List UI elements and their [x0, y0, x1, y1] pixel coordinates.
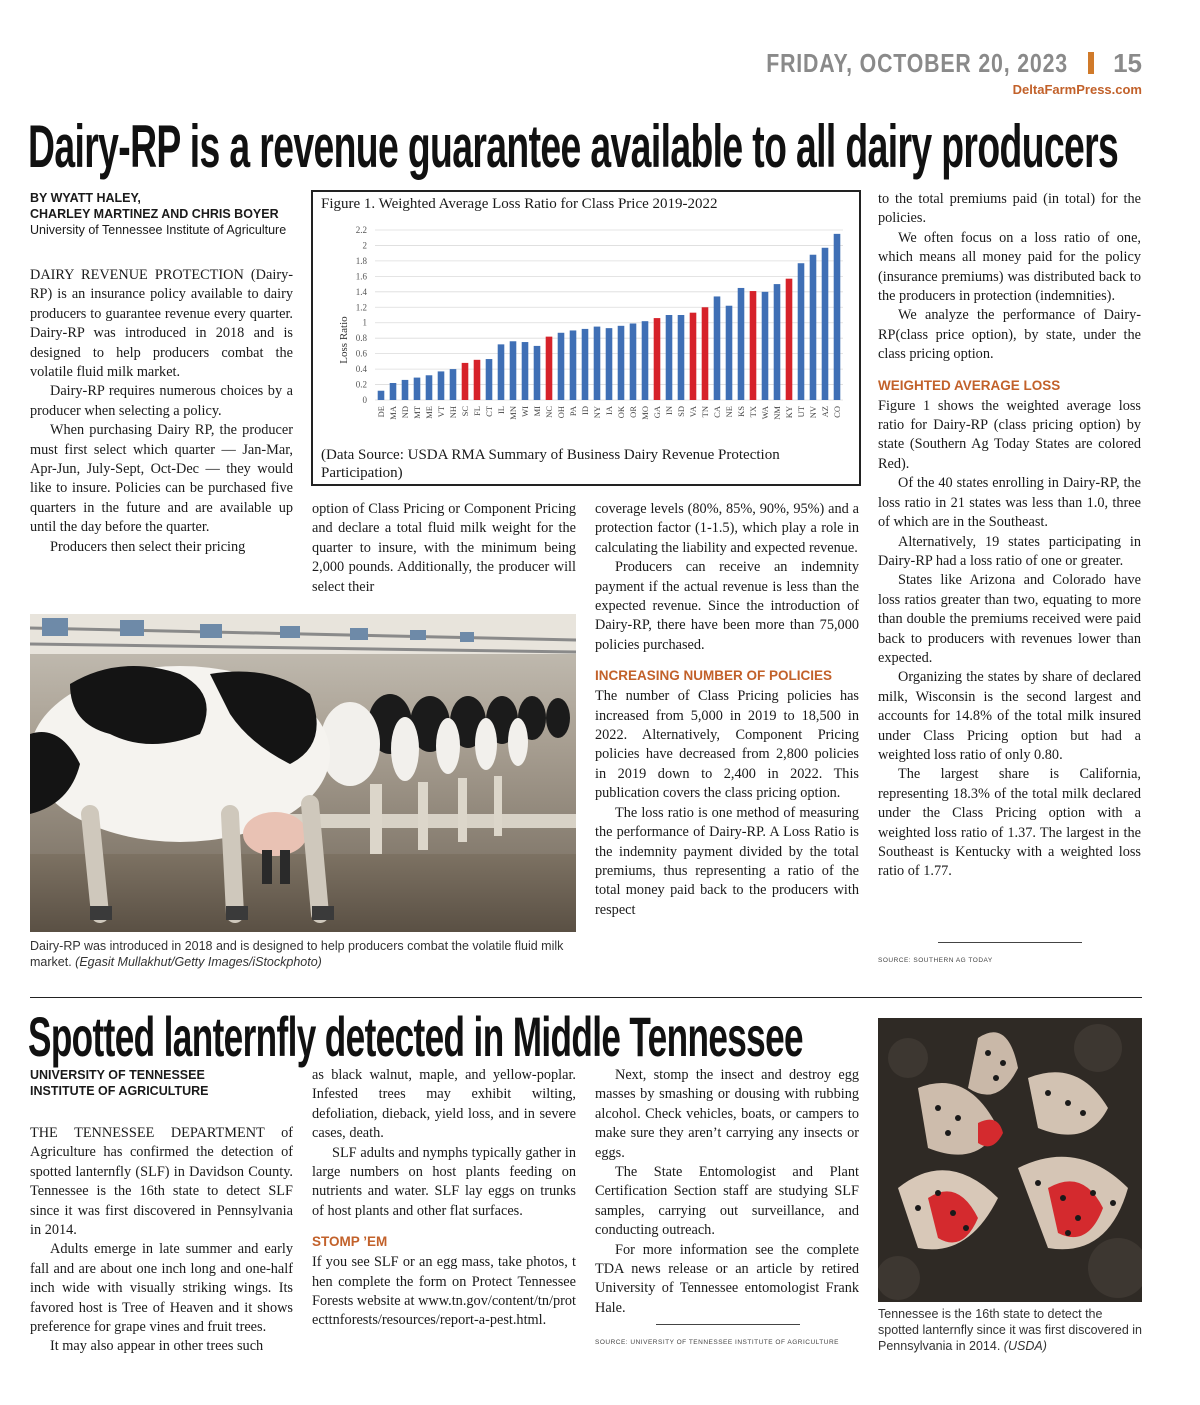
bar-sc	[462, 363, 469, 400]
x-tick-label: MO	[640, 406, 650, 420]
spotted-lanternfly-image	[878, 1018, 1142, 1302]
article-column-2	[312, 500, 576, 597]
article-headline: Dairy-RP is a revenue guarantee available to all dairy producers	[28, 113, 1119, 180]
y-tick-label: 0.2	[355, 379, 367, 390]
bar-sd	[678, 315, 685, 400]
x-tick-label: KS	[736, 406, 746, 417]
paragraph: Of the 40 states enrolling in Dairy-RP, the loss ratio in 21 states was less than 1.0, three of which are in the Southeast.	[878, 475, 1141, 531]
x-tick-label: ME	[424, 406, 434, 419]
x-tick-label: TX	[748, 406, 758, 418]
x-tick-label: NY	[592, 406, 602, 419]
paragraph: Producers can receive an indemnity payment if the actual revenue is less than the expected revenue. Since the introduction of Dairy-RP, there have been more than 75,000 policies purchased.	[595, 559, 859, 653]
site-url[interactable]: DeltaFarmPress.com	[1012, 82, 1142, 97]
x-tick-label: MT	[412, 406, 422, 419]
bar-ks	[738, 288, 745, 400]
bar-tx	[750, 291, 757, 400]
paragraph: For more information see the complete TDA news release or an article by retired University of Tennessee entomologist Frank Hale.	[595, 1241, 859, 1316]
article-source: SOURCE: SOUTHERN AG TODAY	[878, 957, 993, 964]
x-tick-label: MI	[532, 406, 542, 417]
bar-mi	[534, 346, 541, 400]
paragraph: to the total premiums paid (in total) for the policies.	[878, 191, 1141, 227]
bar-tn	[702, 307, 709, 400]
bar-id	[582, 329, 589, 400]
bar-co	[834, 234, 841, 400]
article-column-4	[878, 190, 1141, 882]
bar-fl	[474, 360, 481, 400]
x-tick-label: FL	[472, 406, 482, 416]
y-tick-label: 0.8	[355, 333, 367, 344]
figure-title: Figure 1. Weighted Average Loss Ratio for Class Price 2019-2022	[321, 196, 718, 212]
byline-block	[30, 1067, 300, 1099]
lanternfly-photo	[878, 1018, 1142, 1302]
paragraph: When purchasing Dairy RP, the producer must first select which quarter — Jan-Mar, Apr-Jun, July-Sept, Oct-Dec — they would like to insure. Policies can be purchased five quarters in the future and are available up until the day before the quarter.	[30, 422, 293, 536]
x-tick-label: MA	[388, 406, 398, 420]
bar-nc	[546, 337, 553, 400]
paragraph: as black walnut, maple, and yellow-poplar. Infested trees may exhibit wilting, defoliation, dieback, yield loss, and in severe cases, death.	[312, 1067, 576, 1142]
bar-pa	[570, 330, 577, 400]
bar-or	[630, 324, 637, 401]
y-tick-label: 2.2	[355, 225, 367, 235]
figure-box	[311, 190, 861, 486]
x-tick-label: NV	[808, 406, 818, 419]
bar-nm	[774, 284, 781, 400]
y-tick-label: 1.4	[355, 286, 367, 297]
paragraph: THE TENNESSEE DEPARTMENT of Agriculture has confirmed the detection of spotted lanternfly (SLF) in Davidson County. Tennessee is the 16th state to detect SLF since it was first discovered in Pennsylvania in 2014.	[30, 1125, 293, 1239]
x-tick-label: IL	[496, 406, 506, 415]
caption-text: Dairy-RP was introduced in 2018 and is designed to help producers combat the volatile fluid milk market.	[30, 939, 564, 969]
article-headline: Spotted lanternfly detected in Middle Tennessee	[28, 1005, 803, 1068]
paragraph: If you see SLF or an egg mass, take photos, then complete the form on Protect Tennessee Forests website at www.tn.gov/content/tn/protecttnforests/resources/report-a-pest.html.	[312, 1254, 576, 1329]
paragraph: Figure 1 shows the weighted average loss ratio for Dairy-RP (class pricing option) by state (Southern Ag Today States are colored Red).	[878, 397, 1141, 472]
x-tick-label: AZ	[820, 406, 830, 418]
caption-text: Tennessee is the 16th state to detect the spotted lanternfly since it was first discovered in Pennsylvania in 2014.	[878, 1307, 1143, 1353]
bar-ne	[726, 306, 733, 400]
paragraph: coverage levels (80%, 85%, 90%, 95%) and a protection factor (1-1.5), which play a role in calculating the liability and expected revenue.	[595, 501, 859, 556]
bar-va	[690, 313, 697, 400]
x-tick-label: CO	[832, 406, 842, 418]
x-tick-label: OR	[628, 406, 638, 418]
bar-nh	[450, 369, 457, 400]
bar-nd	[402, 380, 409, 400]
x-tick-label: IN	[664, 406, 674, 415]
section-subhead: WEIGHTED AVERAGE LOSS	[878, 377, 1061, 393]
paragraph: DAIRY REVENUE PROTECTION (Dairy-RP) is an insurance policy available to dairy producers to guarantee revenue every quarter. Dairy-RP was introduced in 2018 and is designed to help producers combat the volatile fluid milk market.	[30, 267, 293, 381]
byline-affiliation: University of Tennessee Institute of Agriculture	[30, 223, 287, 237]
x-tick-label: WI	[520, 406, 530, 417]
dairy-cows-photo	[30, 614, 576, 932]
loss-ratio-chart	[317, 220, 853, 446]
paragraph: The State Entomologist and Plant Certification Section staff are studying SLF samples, carrying out surveillance, and conducting outreach.	[595, 1164, 859, 1239]
x-tick-label: OK	[616, 406, 626, 419]
photo-caption	[878, 1306, 1142, 1354]
article-column-3	[595, 500, 859, 920]
issue-date: FRIDAY, OCTOBER 20, 2023	[766, 48, 1068, 78]
bar-ia	[606, 328, 613, 400]
x-tick-label: KY	[784, 406, 794, 419]
source-rule	[938, 942, 1082, 943]
article-column-2	[312, 1066, 576, 1331]
paragraph: Organizing the states by share of declared milk, Wisconsin is the second largest and accounts for 14.8% of the total milk insured under Class Pricing option but had a weighted loss ratio of only 0.80.	[878, 669, 1141, 763]
bar-vt	[438, 371, 445, 400]
x-tick-label: WA	[760, 406, 770, 420]
paragraph: Alternatively, 19 states participating in Dairy-RP had a loss ratio of one or greater.	[878, 533, 1141, 569]
bar-ca	[714, 296, 721, 400]
bar-ut	[798, 263, 805, 400]
paragraph: We often focus on a loss ratio of one, which means all money paid for the policy (insurance premiums) was distributed back to the producers in protection (indemnities).	[878, 229, 1141, 305]
byline-authors: BY WYATT HALEY,	[30, 191, 141, 205]
photo-credit: (Egasit Mullakhut/Getty Images/iStockphoto)	[75, 955, 322, 969]
byline-block	[30, 190, 300, 238]
x-tick-label: NH	[448, 406, 458, 419]
bar-wi	[522, 342, 529, 400]
paragraph: The largest share is California, representing 18.3% of the total milk declared under the Class Pricing option with a weighted loss ratio of 1.37. The largest in the Southeast is Kentucky with a weighted loss ratio of 1.77.	[878, 766, 1141, 880]
y-tick-label: 1	[362, 317, 367, 328]
article-column-3	[595, 1066, 859, 1318]
photo-caption	[30, 938, 576, 970]
page-number: 15	[1113, 48, 1142, 78]
bar-in	[666, 315, 673, 400]
byline-authors: CHARLEY MARTINEZ AND CHRIS BOYER	[30, 207, 279, 221]
paragraph: We analyze the performance of Dairy-RP(class price option), by state, under the class pricing option.	[878, 307, 1141, 363]
x-tick-label: OH	[556, 406, 566, 419]
paragraph: It may also appear in other trees such	[50, 1338, 264, 1355]
x-tick-label: NC	[544, 406, 554, 418]
y-tick-label: 0	[362, 395, 367, 405]
bar-oh	[558, 333, 565, 400]
milking-parlor-image	[30, 614, 576, 932]
x-tick-label: CA	[712, 406, 722, 418]
bar-mt	[414, 378, 421, 400]
bar-ny	[594, 327, 601, 400]
bar-il	[498, 344, 505, 400]
x-tick-label: MN	[508, 406, 518, 420]
bar-ct	[486, 359, 493, 400]
x-tick-label: CT	[484, 406, 494, 417]
bar-az	[822, 248, 829, 400]
paragraph: Dairy-RP requires numerous choices by a producer when selecting a policy.	[30, 383, 293, 419]
x-tick-label: NM	[772, 406, 782, 420]
bar-ga	[654, 318, 661, 400]
figure-source-note: (Data Source: USDA RMA Summary of Business Dairy Revenue Protection Participation)	[321, 447, 780, 481]
x-tick-label: TN	[700, 406, 710, 418]
bar-ma	[390, 383, 397, 400]
byline-organization: INSTITUTE OF AGRICULTURE	[30, 1084, 209, 1098]
x-tick-label: ID	[580, 406, 590, 415]
photo-credit: (USDA)	[1003, 1339, 1047, 1353]
article-column-1	[30, 266, 293, 557]
y-tick-label: 0.4	[355, 364, 367, 375]
byline-organization: UNIVERSITY OF TENNESSEE	[30, 1068, 205, 1082]
paragraph: States like Arizona and Colorado have loss ratios greater than two, equating to more than double the premiums received were paid back to producers with revenues lower than expected.	[878, 572, 1141, 666]
x-tick-label: VT	[436, 406, 446, 418]
bar-ok	[618, 326, 625, 400]
y-tick-label: 0.6	[355, 348, 367, 359]
header-divider	[1088, 52, 1094, 74]
y-tick-label: 1.8	[355, 255, 367, 266]
x-tick-label: VA	[688, 406, 698, 418]
paragraph: The loss ratio is one method of measuring the performance of Dairy-RP. A Loss Ratio is the indemnity payment divided by the total premiums, thus representing a ratio of the total money paid back to the producers with respect	[595, 804, 859, 918]
article-column-1	[30, 1124, 293, 1357]
paragraph: option of Class Pricing or Component Pricing and declare a total fluid milk weight for the quarter to insure, with the minimum being 2,000 pounds. Additionally, the producer will select their	[312, 501, 576, 595]
y-tick-label: 2	[362, 240, 367, 251]
y-tick-label: 1.2	[355, 302, 367, 313]
article-source: SOURCE: UNIVERSITY OF TENNESSEE INSTITUTE OF AGRICULTURE	[595, 1339, 839, 1346]
x-tick-label: DE	[376, 406, 386, 418]
y-axis-label: Loss Ratio	[338, 316, 350, 364]
x-tick-label: SC	[460, 406, 470, 417]
x-tick-label: SD	[676, 406, 686, 417]
x-tick-label: IA	[604, 406, 614, 415]
x-tick-label: NE	[724, 406, 734, 418]
bar-wa	[762, 292, 769, 400]
section-divider	[30, 997, 1142, 998]
x-tick-label: PA	[568, 406, 578, 417]
bar-me	[426, 375, 433, 400]
bar-de	[378, 391, 385, 400]
bar-nv	[810, 255, 817, 400]
y-tick-label: 1.6	[355, 271, 367, 282]
paragraph: SLF adults and nymphs typically gather in large numbers on host plants feeding on nutrients and water. SLF lay eggs on trunks of host plants and other flat surfaces.	[312, 1144, 576, 1219]
paragraph: Producers then select their pricing	[50, 538, 246, 555]
paragraph: Next, stomp the insect and destroy egg masses by smashing or dousing with rubbing alcohol. Check vehicles, boats, or campers to make sure they aren’t carrying any insects or eggs.	[595, 1067, 859, 1161]
section-subhead: STOMP ’EM	[312, 1234, 388, 1250]
section-subhead: INCREASING NUMBER OF POLICIES	[595, 668, 833, 684]
source-rule	[656, 1324, 800, 1325]
bar-ky	[786, 279, 793, 400]
x-tick-label: GA	[652, 406, 662, 419]
x-tick-label: ND	[400, 406, 410, 419]
paragraph: Adults emerge in late summer and early fall and are about one inch long and one-half inch wide with visually striking wings. Its favored host is Tree of Heaven and it shows preference for grape vines and fruit trees.	[30, 1241, 293, 1336]
bar-mn	[510, 341, 517, 400]
paragraph: The number of Class Pricing policies has increased from 5,000 in 2019 to 18,500 in 2022. Alternatively, Component Pricing policies have decreased from 2,800 policies in 2019 down to 2,400 in 2022. This publication covers the class pricing option.	[595, 688, 859, 802]
bar-mo	[642, 321, 649, 400]
x-tick-label: UT	[796, 406, 806, 418]
